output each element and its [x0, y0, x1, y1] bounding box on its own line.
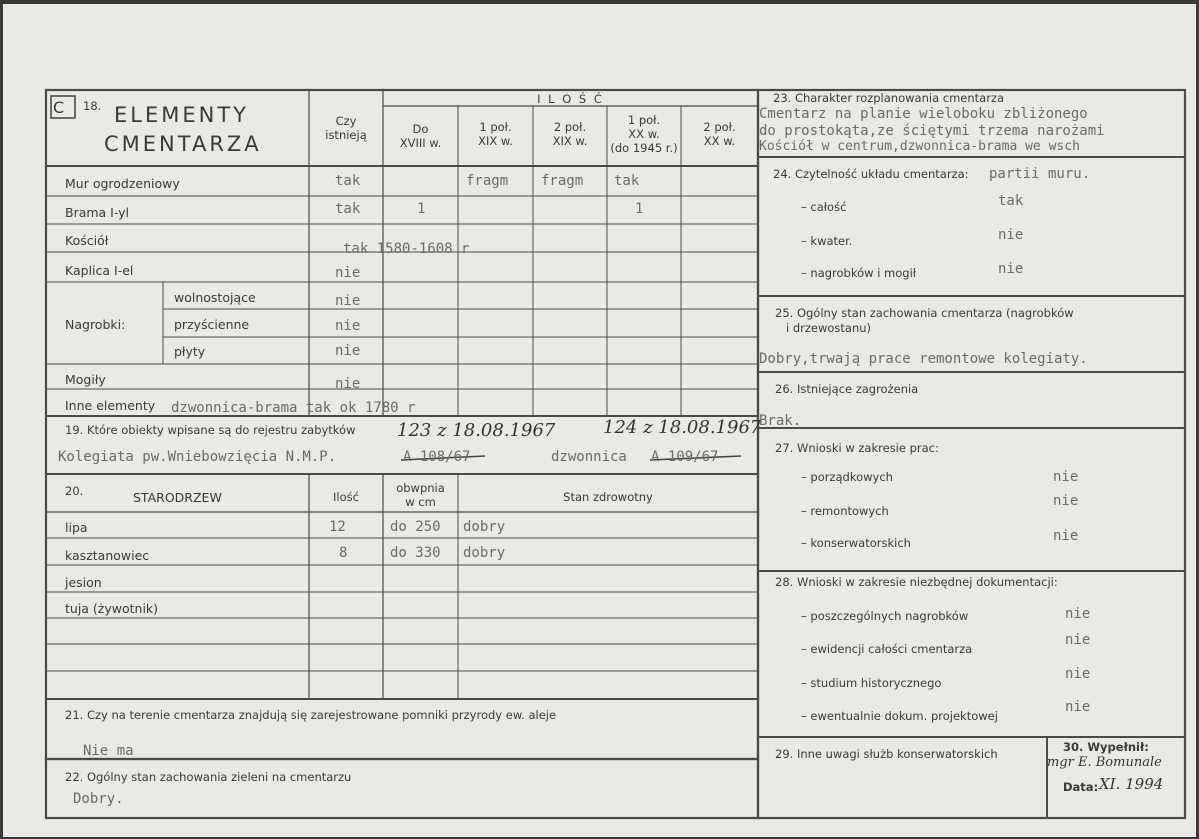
row-kosciol-label: Kościół [65, 233, 109, 248]
nagrobki-plyty-label: płyty [174, 344, 206, 359]
row-mur-czy: tak [335, 173, 361, 189]
tree-row-1-obw: do 250 [390, 519, 441, 535]
section-24-item-3-label: – nagrobków i mogił [801, 266, 917, 280]
section-27-label: 27. Wnioski w zakresie prac: [775, 441, 939, 455]
period-2-line2: XIX w. [478, 134, 513, 148]
section-28-label: 28. Wnioski w zakresie niezbędnej dokumentacji: [775, 575, 1058, 589]
section-25-label-line2: i drzewostanu) [786, 321, 872, 335]
section-29-label: 29. Inne uwagi służb konserwatorskich [775, 747, 998, 761]
section-28-item-1-label: – poszczególnych nagrobków [801, 609, 969, 623]
section-20-col-name: STARODRZEW [133, 490, 222, 505]
section-26-answer: Brak. [759, 413, 802, 429]
period-1-line2: XVIII w. [399, 136, 442, 150]
section-30-date-label: Data: [1063, 780, 1099, 794]
section-27-item-2-label: – remontowych [801, 504, 889, 518]
col-czy-line2: istnieją [325, 128, 367, 142]
row-brama-p4: 1 [635, 201, 644, 217]
section-28-item-4-value: nie [1065, 699, 1091, 715]
section-30-date-handwritten: XI. 1994 [1099, 775, 1164, 793]
section-19-struck-b: A 109/67 [651, 449, 719, 465]
nagrobki-przyscienne-czy: nie [335, 318, 361, 334]
row-kaplica-czy: nie [335, 265, 361, 281]
section-27-item-2-value: nie [1053, 493, 1079, 509]
section-30-name-handwritten: mgr E. Bomunale [1047, 755, 1162, 770]
form-card [3, 4, 1196, 837]
section-24-item-3-value: nie [998, 261, 1024, 277]
tree-row-3-name: jesion [65, 575, 102, 590]
section-27-item-3-value: nie [1053, 528, 1079, 544]
section-19-handwritten-a: 123 z 18.08.1967 [397, 420, 556, 441]
section-23-label: 23. Charakter rozplanowania cmentarza [773, 91, 1005, 105]
section-20-col-obw-line2: w cm [405, 495, 436, 509]
section-24-item-1-value: tak [998, 193, 1024, 209]
section-18-number: 18. [83, 99, 102, 113]
section-27-item-1-label: – porządkowych [801, 470, 893, 484]
section-27-item-3-label: – konserwatorskich [801, 536, 911, 550]
section-19-struck-a: A 108/67 [403, 449, 471, 465]
nagrobki-label: Nagrobki: [65, 317, 126, 332]
period-3-line1: 2 poł. [553, 120, 587, 134]
card-letter: C [53, 98, 65, 117]
section-28-item-1-value: nie [1065, 606, 1091, 622]
tree-row-2-ilosc: 8 [339, 545, 348, 561]
section-22-label: 22. Ogólny stan zachowania zieleni na cmentarzu [65, 770, 352, 784]
mogily-czy: nie [335, 376, 361, 392]
section-27-item-1-value: nie [1053, 469, 1079, 485]
section-20-col-ilosc: Ilość [333, 490, 359, 504]
section-19-typed-a: Kolegiata pw.Wniebowzięcia N.M.P. [58, 449, 337, 465]
row-kaplica-label: Kaplica I-el [65, 263, 134, 278]
section-18-title-line1: ELEMENTY [114, 103, 249, 127]
ilosc-header: I L O Ś Ć [537, 92, 604, 106]
tree-row-2-obw: do 330 [390, 545, 441, 561]
period-5-line2: XX w. [703, 134, 736, 148]
nagrobki-plyty-czy: nie [335, 343, 361, 359]
row-brama-czy: tak [335, 201, 361, 217]
section-30-label: 30. Wypełnił: [1063, 740, 1149, 754]
section-20-number: 20. [65, 484, 84, 498]
period-5-line1: 2 poł. [703, 120, 736, 134]
nagrobki-wolnostojace-label: wolnostojące [174, 290, 256, 305]
section-19-typed-b: dzwonnica [551, 449, 627, 465]
row-brama-label: Brama I-yl [65, 205, 130, 220]
section-28-item-2-label: – ewidencji całości cmentarza [801, 642, 973, 656]
row-kosciol-text: tak 1580-1608 r [343, 241, 470, 257]
nagrobki-przyscienne-label: przyścienne [174, 317, 250, 332]
row-mur-label: Mur ogrodzeniowy [65, 176, 180, 191]
section-23-line3: Kościół w centrum,dzwonnica-brama we wsch [759, 139, 1080, 154]
section-26-label: 26. Istniejące zagrożenia [775, 382, 919, 396]
tree-row-2-stan: dobry [463, 545, 506, 561]
section-21-label: 21. Czy na terenie cmentarza znajdują się zarejestrowane pomniki przyrody ew. aleje [65, 708, 557, 722]
section-28-item-3-label: – studium historycznego [801, 676, 942, 690]
row-mur-p3: fragm [541, 173, 584, 189]
section-19-handwritten-b: 124 z 18.08.1967 [603, 417, 762, 438]
period-2-line1: 1 poł. [479, 120, 512, 134]
col-czy-line1: Czy [335, 114, 357, 128]
section-24-item-2-value: nie [998, 227, 1024, 243]
section-25-label-line1: 25. Ogólny stan zachowania cmentarza (nagrobków [775, 306, 1074, 320]
period-4-line3: (do 1945 r.) [610, 141, 678, 155]
mogily-label: Mogiły [65, 372, 106, 387]
inne-elementy-text: dzwonnica-brama tak ok 1780 r [171, 400, 416, 416]
section-24-extra: partii muru. [989, 166, 1091, 182]
period-4-line1: 1 poł. [627, 113, 661, 127]
section-23-line1: Cmentarz na planie wieloboku zbliżonego [759, 106, 1088, 122]
section-28-item-3-value: nie [1065, 666, 1091, 682]
tree-row-1-ilosc: 12 [329, 519, 346, 535]
section-20-col-obw-line1: obwpnia [396, 481, 445, 495]
inne-elementy-label: Inne elementy [65, 398, 156, 413]
section-24-label: 24. Czytelność układu cmentarza: [773, 167, 969, 181]
section-22-answer: Dobry. [73, 791, 124, 807]
section-20-col-stan: Stan zdrowotny [563, 490, 653, 504]
period-4-line2: XX w. [628, 127, 660, 141]
section-28-item-4-label: – ewentualnie dokum. projektowej [801, 709, 998, 723]
period-1-line1: Do [412, 122, 429, 136]
section-24-item-2-label: – kwater. [801, 234, 853, 248]
tree-row-4-name: tuja (żywotnik) [65, 601, 159, 616]
tree-row-1-stan: dobry [463, 519, 506, 535]
section-25-answer: Dobry,trwają prace remontowe kolegiaty. [759, 351, 1088, 367]
section-19-label: 19. Które obiekty wpisane są do rejestru zabytków [65, 423, 356, 437]
section-23-line2: do prostokąta,ze ściętymi trzema narożami [759, 123, 1105, 139]
section-24-item-1-label: – całość [801, 200, 847, 214]
row-brama-p1: 1 [417, 201, 426, 217]
tree-row-1-name: lipa [65, 520, 88, 535]
section-21-answer: Nie ma [83, 743, 134, 759]
period-3-line2: XIX w. [552, 134, 588, 148]
row-mur-p2: fragm [466, 173, 509, 189]
nagrobki-wolnostojace-czy: nie [335, 293, 361, 309]
section-28-item-2-value: nie [1065, 632, 1091, 648]
tree-row-2-name: kasztanowiec [65, 548, 150, 563]
section-18-title-line2: CMENTARZA [104, 132, 262, 156]
row-mur-p4: tak [614, 173, 640, 189]
